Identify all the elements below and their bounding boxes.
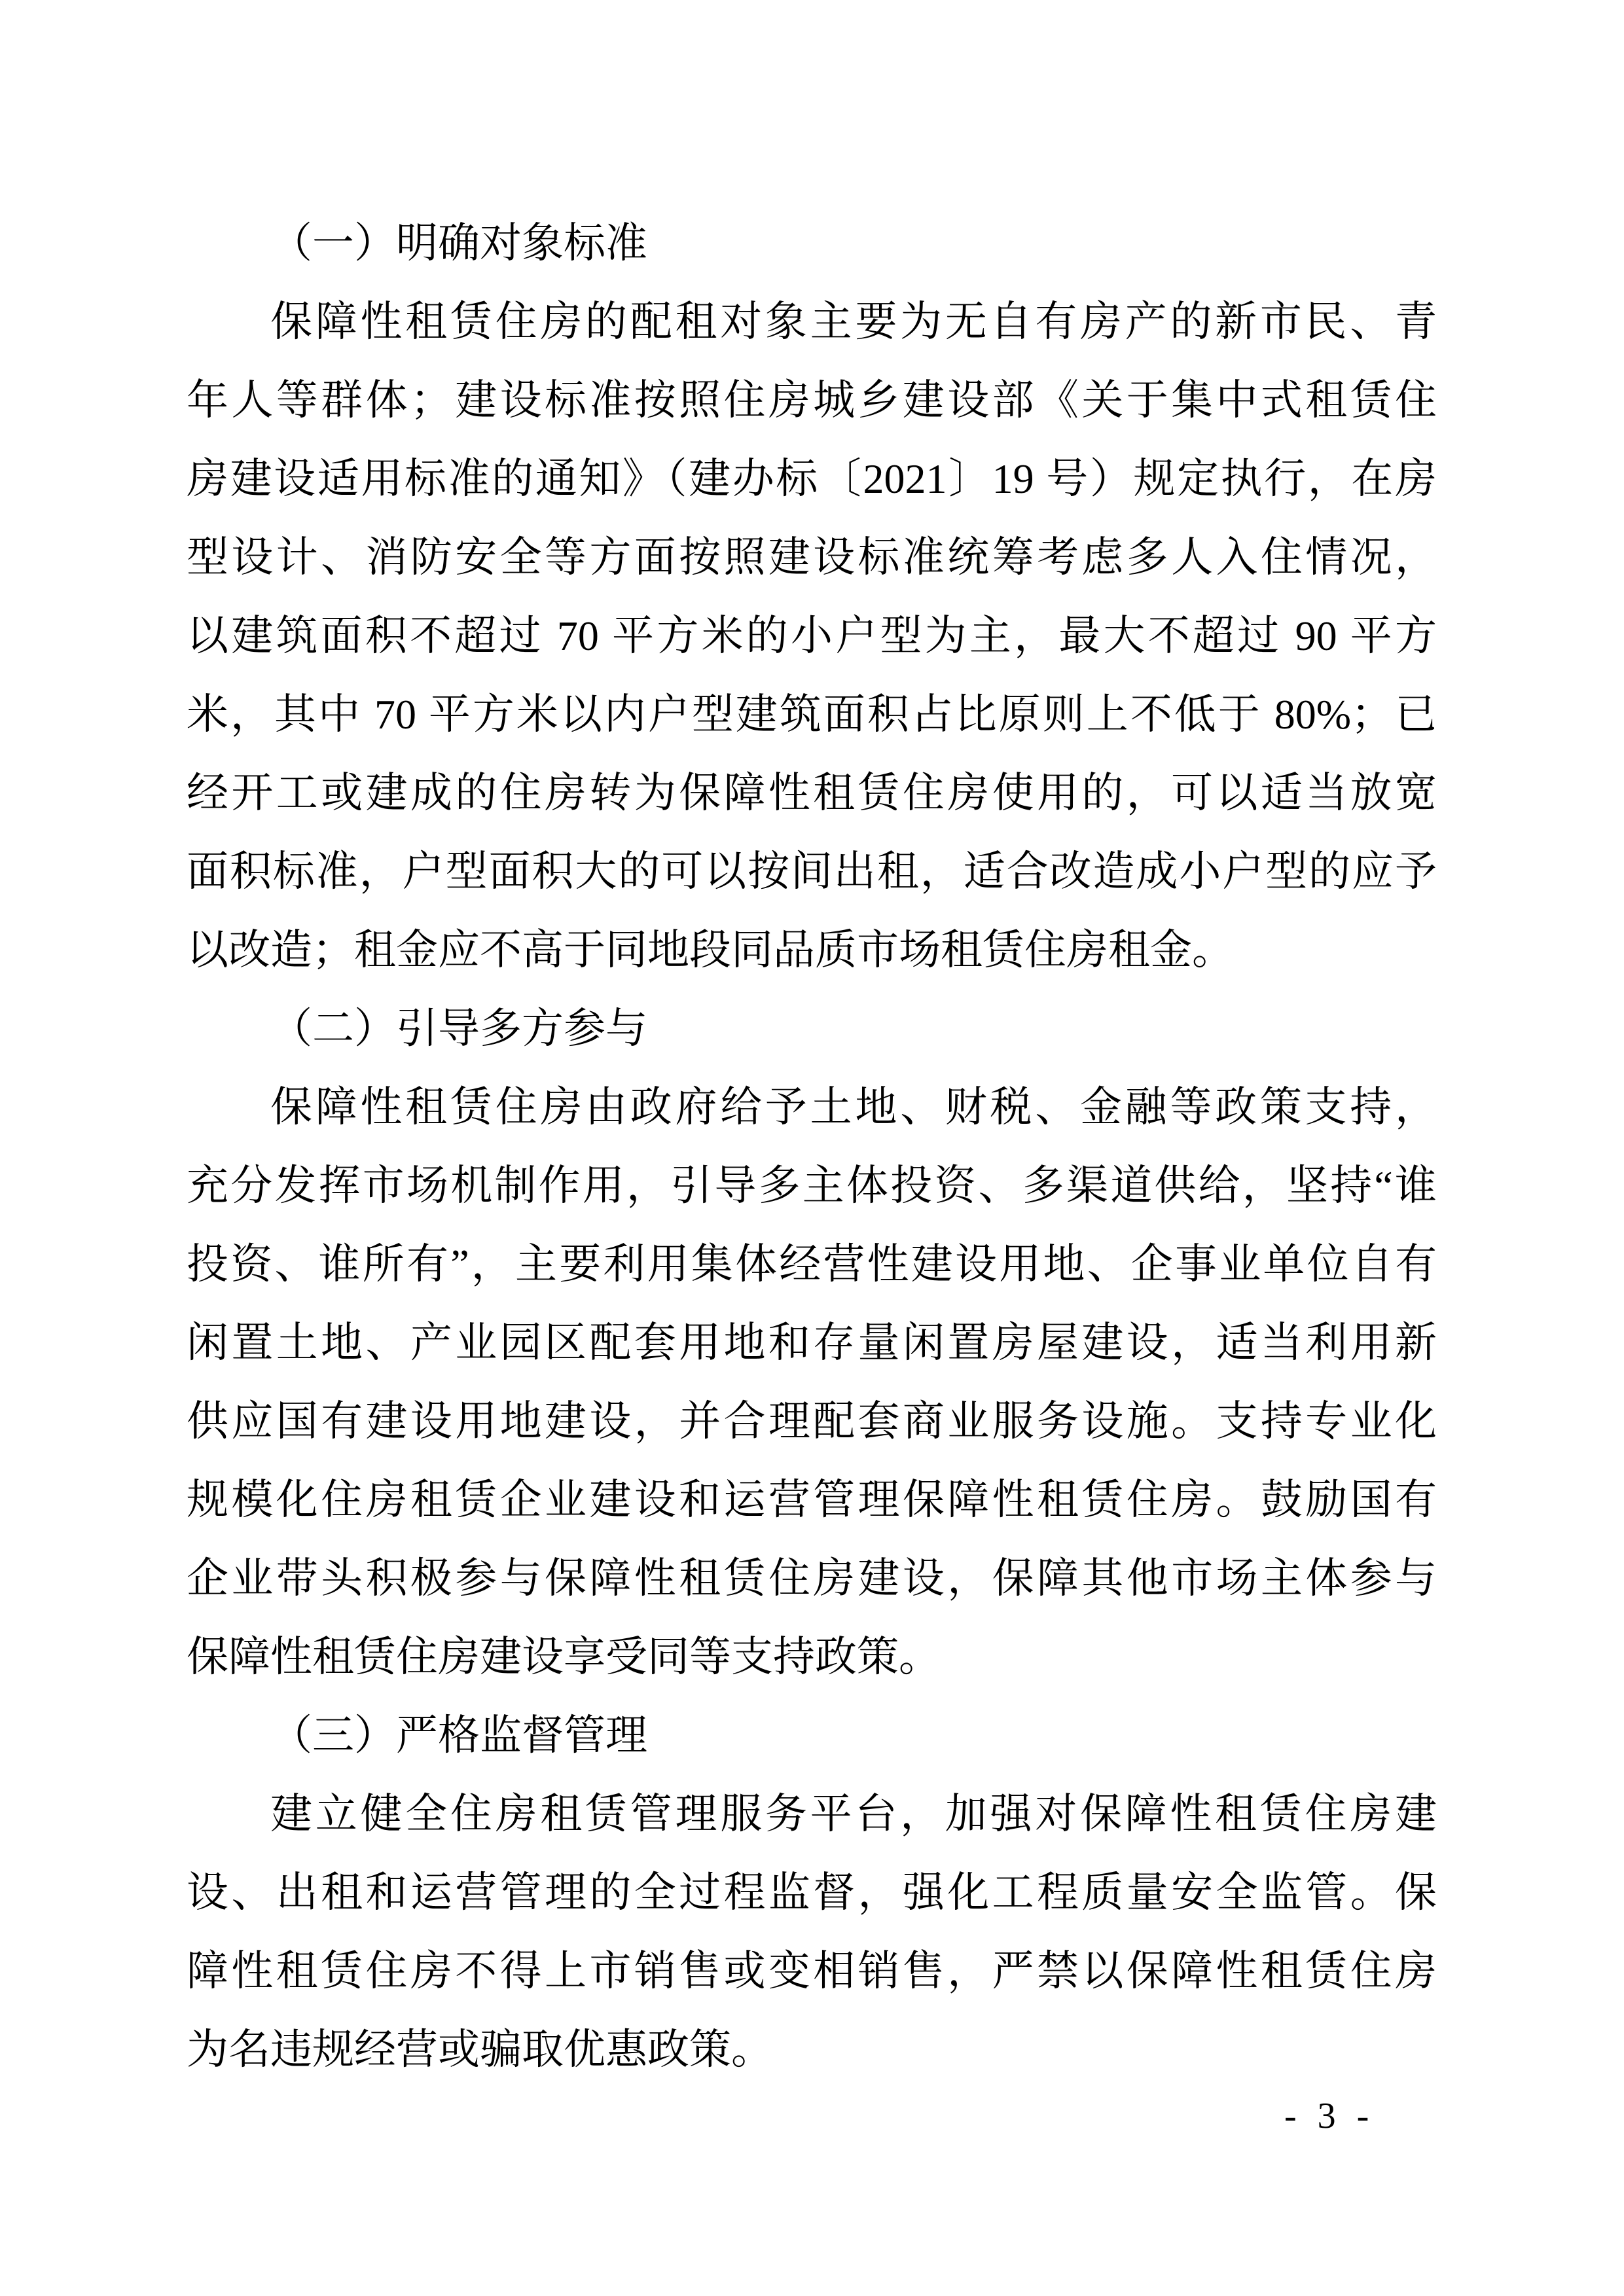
- body-line: 年人等群体；建设标准按照住房城乡建设部《关于集中式租赁住: [187, 377, 1437, 423]
- document-body: [187, 204, 1437, 2089]
- body-line: 保障性租赁住房的配租对象主要为无自有房产的新市民、青: [270, 298, 1437, 345]
- body-line: 建立健全住房租赁管理服务平台，加强对保障性租赁住房建: [270, 1791, 1437, 1837]
- body-line: 规模化住房租赁企业建设和运营管理保障性租赁住房。鼓励国有: [187, 1477, 1437, 1523]
- body-line: 保障性租赁住房建设享受同等支持政策。: [187, 1634, 941, 1680]
- body-line: 为名违规经营或骗取优惠政策。: [187, 2026, 773, 2073]
- body-line: 以改造；租金应不高于同地段同品质市场租赁住房租金。: [187, 927, 1234, 973]
- body-line: 障性租赁住房不得上市销售或变相销售，严禁以保障性租赁住房: [187, 1948, 1437, 1994]
- body-line: 米，其中 70 平方米以内户型建筑面积占比原则上不低于 80%；已: [187, 691, 1437, 738]
- body-line: 保障性租赁住房由政府给予土地、财税、金融等政策支持，: [270, 1084, 1437, 1130]
- body-line: 闲置土地、产业园区配套用地和存量闲置房屋建设，适当利用新: [187, 1319, 1437, 1366]
- body-line: 以建筑面积不超过 70 平方米的小户型为主，最大不超过 90 平方: [187, 613, 1437, 659]
- body-line: 型设计、消防安全等方面按照建设标准统筹考虑多人入住情况，: [187, 534, 1437, 581]
- section-heading: （二）引导多方参与: [270, 1005, 647, 1052]
- body-line: 供应国有建设用地建设，并合理配套商业服务设施。支持专业化: [187, 1398, 1437, 1444]
- page-number: - 3 -: [1284, 2096, 1369, 2136]
- body-line: 投资、谁所有”，主要利用集体经营性建设用地、企事业单位自有: [187, 1241, 1437, 1287]
- body-line: 经开工或建成的住房转为保障性租赁住房使用的，可以适当放宽: [187, 770, 1437, 816]
- body-line: 充分发挥市场机制作用，引导多主体投资、多渠道供给，坚持“谁: [187, 1162, 1437, 1209]
- body-line: 企业带头积极参与保障性租赁住房建设，保障其他市场主体参与: [187, 1555, 1437, 1602]
- body-line: 房建设适用标准的通知》（建办标〔2021〕19 号）规定执行，在房: [187, 456, 1437, 502]
- section-heading: （一）明确对象标准: [270, 220, 647, 266]
- section-heading: （三）严格监督管理: [270, 1712, 647, 1759]
- body-line: 面积标准，户型面积大的可以按间出租，适合改造成小户型的应予: [187, 848, 1437, 895]
- body-line: 设、出租和运营管理的全过程监督，强化工程质量安全监管。保: [187, 1869, 1437, 1916]
